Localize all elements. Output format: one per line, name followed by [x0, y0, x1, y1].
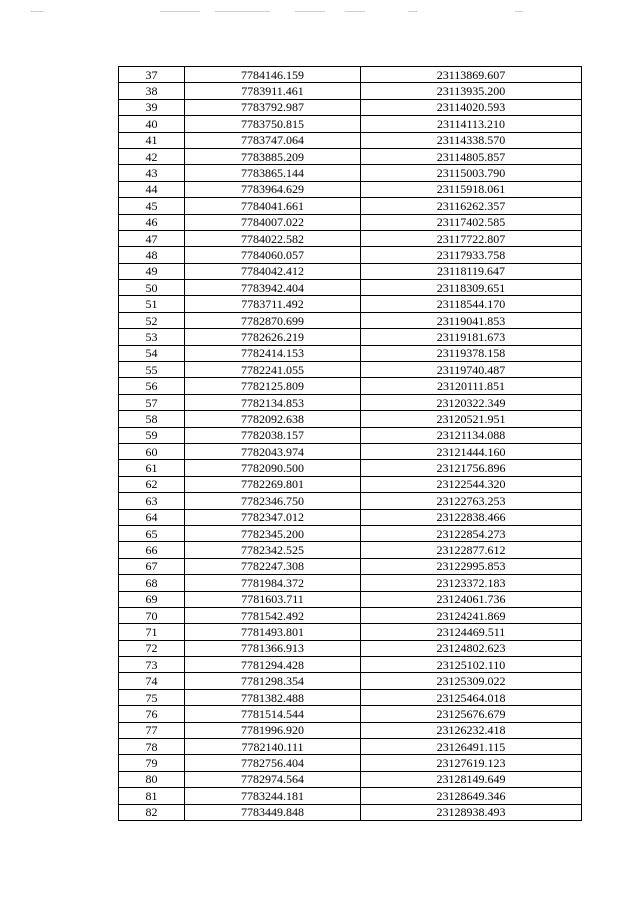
- point-number-cell: 79: [119, 755, 185, 771]
- point-number-cell: 75: [119, 689, 185, 705]
- x-coordinate-cell: 7783747.064: [185, 132, 361, 148]
- x-coordinate-cell: 7781493.801: [185, 624, 361, 640]
- point-number-cell: 59: [119, 427, 185, 443]
- point-number-cell: 69: [119, 591, 185, 607]
- table-row: [119, 804, 582, 820]
- y-coordinate-cell: 23121134.088: [361, 427, 582, 443]
- y-coordinate-cell: 23126491.115: [361, 739, 582, 755]
- point-number-cell: 81: [119, 788, 185, 804]
- x-coordinate-cell: 7781603.711: [185, 591, 361, 607]
- y-coordinate-cell: 23120111.851: [361, 378, 582, 394]
- x-coordinate-cell: 7782038.157: [185, 427, 361, 443]
- point-number-cell: 55: [119, 362, 185, 378]
- table-row: [119, 640, 582, 656]
- table-row: [119, 148, 582, 164]
- x-coordinate-cell: 7783942.404: [185, 280, 361, 296]
- y-coordinate-cell: 23120322.349: [361, 394, 582, 410]
- point-number-cell: 43: [119, 165, 185, 181]
- point-number-cell: 37: [119, 67, 185, 83]
- y-coordinate-cell: 23122763.253: [361, 493, 582, 509]
- y-coordinate-cell: 23125676.679: [361, 706, 582, 722]
- x-coordinate-cell: 7782090.500: [185, 460, 361, 476]
- point-number-cell: 64: [119, 509, 185, 525]
- y-coordinate-cell: 23126232.418: [361, 722, 582, 738]
- y-coordinate-cell: 23125309.022: [361, 673, 582, 689]
- y-coordinate-cell: 23128649.346: [361, 788, 582, 804]
- x-coordinate-cell: 7783885.209: [185, 148, 361, 164]
- x-coordinate-cell: 7781366.913: [185, 640, 361, 656]
- point-number-cell: 65: [119, 525, 185, 541]
- x-coordinate-cell: 7784146.159: [185, 67, 361, 83]
- table-row: [119, 575, 582, 591]
- table-row: [119, 116, 582, 132]
- point-number-cell: 49: [119, 263, 185, 279]
- y-coordinate-cell: 23115003.790: [361, 165, 582, 181]
- table-row: [119, 296, 582, 312]
- table-row: [119, 739, 582, 755]
- x-coordinate-cell: 7782974.564: [185, 771, 361, 787]
- table-row: [119, 509, 582, 525]
- y-coordinate-cell: 23128938.493: [361, 804, 582, 820]
- point-number-cell: 71: [119, 624, 185, 640]
- y-coordinate-cell: 23122854.273: [361, 525, 582, 541]
- table-row: [119, 624, 582, 640]
- point-number-cell: 73: [119, 657, 185, 673]
- x-coordinate-cell: 7782140.111: [185, 739, 361, 755]
- table-row: [119, 722, 582, 738]
- y-coordinate-cell: 23120521.951: [361, 411, 582, 427]
- table-row: [119, 427, 582, 443]
- y-coordinate-cell: 23113935.200: [361, 83, 582, 99]
- x-coordinate-cell: 7781294.428: [185, 657, 361, 673]
- y-coordinate-cell: 23127619.123: [361, 755, 582, 771]
- point-number-cell: 68: [119, 575, 185, 591]
- table-row: [119, 755, 582, 771]
- table-row: [119, 345, 582, 361]
- point-number-cell: 46: [119, 214, 185, 230]
- x-coordinate-cell: 7782756.404: [185, 755, 361, 771]
- table-row: [119, 329, 582, 345]
- x-coordinate-cell: 7781996.920: [185, 722, 361, 738]
- y-coordinate-cell: 23122995.853: [361, 558, 582, 574]
- scan-header-artifacts: [30, 9, 590, 15]
- x-coordinate-cell: 7782043.974: [185, 443, 361, 459]
- table-row: [119, 673, 582, 689]
- point-number-cell: 76: [119, 706, 185, 722]
- y-coordinate-cell: 23114805.857: [361, 148, 582, 164]
- point-number-cell: 51: [119, 296, 185, 312]
- point-number-cell: 52: [119, 312, 185, 328]
- x-coordinate-cell: 7783711.492: [185, 296, 361, 312]
- y-coordinate-cell: 23118544.170: [361, 296, 582, 312]
- x-coordinate-cell: 7782342.525: [185, 542, 361, 558]
- point-number-cell: 44: [119, 181, 185, 197]
- point-number-cell: 82: [119, 804, 185, 820]
- x-coordinate-cell: 7781382.488: [185, 689, 361, 705]
- y-coordinate-cell: 23125464.018: [361, 689, 582, 705]
- y-coordinate-cell: 23115918.061: [361, 181, 582, 197]
- point-number-cell: 56: [119, 378, 185, 394]
- table-row: [119, 788, 582, 804]
- table-row: [119, 558, 582, 574]
- x-coordinate-cell: 7782241.055: [185, 362, 361, 378]
- table-row: [119, 312, 582, 328]
- y-coordinate-cell: 23119740.487: [361, 362, 582, 378]
- point-number-cell: 47: [119, 230, 185, 246]
- y-coordinate-cell: 23124469.511: [361, 624, 582, 640]
- table-row: [119, 214, 582, 230]
- y-coordinate-cell: 23119181.673: [361, 329, 582, 345]
- y-coordinate-cell: 23122838.466: [361, 509, 582, 525]
- y-coordinate-cell: 23119378.158: [361, 345, 582, 361]
- table-row: [119, 657, 582, 673]
- table-row: [119, 443, 582, 459]
- x-coordinate-cell: 7784022.582: [185, 230, 361, 246]
- table-row: [119, 525, 582, 541]
- x-coordinate-cell: 7783964.629: [185, 181, 361, 197]
- y-coordinate-cell: 23122877.612: [361, 542, 582, 558]
- table-row: [119, 263, 582, 279]
- x-coordinate-cell: 7784007.022: [185, 214, 361, 230]
- y-coordinate-cell: 23114020.593: [361, 99, 582, 115]
- point-number-cell: 62: [119, 476, 185, 492]
- point-number-cell: 39: [119, 99, 185, 115]
- x-coordinate-cell: 7783865.144: [185, 165, 361, 181]
- x-coordinate-cell: 7781514.544: [185, 706, 361, 722]
- table-row: [119, 99, 582, 115]
- table-row: [119, 362, 582, 378]
- x-coordinate-cell: 7784041.661: [185, 198, 361, 214]
- table-row: [119, 247, 582, 263]
- y-coordinate-cell: 23113869.607: [361, 67, 582, 83]
- x-coordinate-cell: 7783449.848: [185, 804, 361, 820]
- point-number-cell: 63: [119, 493, 185, 509]
- point-number-cell: 74: [119, 673, 185, 689]
- y-coordinate-cell: 23116262.357: [361, 198, 582, 214]
- table-row: [119, 493, 582, 509]
- x-coordinate-cell: 7782347.012: [185, 509, 361, 525]
- y-coordinate-cell: 23125102.110: [361, 657, 582, 673]
- y-coordinate-cell: 23124802.623: [361, 640, 582, 656]
- table-row: [119, 476, 582, 492]
- table-row: [119, 378, 582, 394]
- y-coordinate-cell: 23114338.570: [361, 132, 582, 148]
- point-number-cell: 54: [119, 345, 185, 361]
- x-coordinate-cell: 7783792.987: [185, 99, 361, 115]
- table-row: [119, 67, 582, 83]
- x-coordinate-cell: 7782134.853: [185, 394, 361, 410]
- table-row: [119, 460, 582, 476]
- y-coordinate-cell: 23128149.649: [361, 771, 582, 787]
- x-coordinate-cell: 7782269.801: [185, 476, 361, 492]
- x-coordinate-cell: 7782626.219: [185, 329, 361, 345]
- table-row: [119, 689, 582, 705]
- table-row: [119, 83, 582, 99]
- point-number-cell: 72: [119, 640, 185, 656]
- point-number-cell: 41: [119, 132, 185, 148]
- point-number-cell: 70: [119, 607, 185, 623]
- x-coordinate-cell: 7784042.412: [185, 263, 361, 279]
- x-coordinate-cell: 7781984.372: [185, 575, 361, 591]
- point-number-cell: 42: [119, 148, 185, 164]
- point-number-cell: 38: [119, 83, 185, 99]
- y-coordinate-cell: 23123372.183: [361, 575, 582, 591]
- point-number-cell: 78: [119, 739, 185, 755]
- point-number-cell: 58: [119, 411, 185, 427]
- point-number-cell: 80: [119, 771, 185, 787]
- y-coordinate-cell: 23117933.758: [361, 247, 582, 263]
- table-row: [119, 198, 582, 214]
- table-row: [119, 280, 582, 296]
- table-row: [119, 542, 582, 558]
- y-coordinate-cell: 23124061.736: [361, 591, 582, 607]
- y-coordinate-cell: 23118119.647: [361, 263, 582, 279]
- table-row: [119, 591, 582, 607]
- table-row: [119, 132, 582, 148]
- x-coordinate-cell: 7782414.153: [185, 345, 361, 361]
- x-coordinate-cell: 7782345.200: [185, 525, 361, 541]
- point-number-cell: 67: [119, 558, 185, 574]
- point-number-cell: 48: [119, 247, 185, 263]
- y-coordinate-cell: 23121444.160: [361, 443, 582, 459]
- x-coordinate-cell: 7783750.815: [185, 116, 361, 132]
- point-number-cell: 77: [119, 722, 185, 738]
- x-coordinate-cell: 7782092.638: [185, 411, 361, 427]
- table-row: [119, 394, 582, 410]
- point-number-cell: 40: [119, 116, 185, 132]
- point-number-cell: 60: [119, 443, 185, 459]
- point-number-cell: 66: [119, 542, 185, 558]
- x-coordinate-cell: 7783911.461: [185, 83, 361, 99]
- x-coordinate-cell: 7782125.809: [185, 378, 361, 394]
- y-coordinate-cell: 23124241.869: [361, 607, 582, 623]
- y-coordinate-cell: 23121756.896: [361, 460, 582, 476]
- table-row: [119, 411, 582, 427]
- x-coordinate-cell: 7781298.354: [185, 673, 361, 689]
- point-number-cell: 45: [119, 198, 185, 214]
- x-coordinate-cell: 7783244.181: [185, 788, 361, 804]
- x-coordinate-cell: 7782247.308: [185, 558, 361, 574]
- table-row: [119, 706, 582, 722]
- y-coordinate-cell: 23117722.807: [361, 230, 582, 246]
- coordinates-table-body: [119, 67, 582, 821]
- point-number-cell: 50: [119, 280, 185, 296]
- table-row: [119, 181, 582, 197]
- coordinates-table: [118, 66, 582, 821]
- y-coordinate-cell: 23122544.320: [361, 476, 582, 492]
- y-coordinate-cell: 23118309.651: [361, 280, 582, 296]
- point-number-cell: 53: [119, 329, 185, 345]
- x-coordinate-cell: 7781542.492: [185, 607, 361, 623]
- table-row: [119, 230, 582, 246]
- x-coordinate-cell: 7782346.750: [185, 493, 361, 509]
- x-coordinate-cell: 7784060.057: [185, 247, 361, 263]
- y-coordinate-cell: 23119041.853: [361, 312, 582, 328]
- point-number-cell: 61: [119, 460, 185, 476]
- x-coordinate-cell: 7782870.699: [185, 312, 361, 328]
- table-row: [119, 165, 582, 181]
- y-coordinate-cell: 23117402.585: [361, 214, 582, 230]
- y-coordinate-cell: 23114113.210: [361, 116, 582, 132]
- table-row: [119, 607, 582, 623]
- point-number-cell: 57: [119, 394, 185, 410]
- table-row: [119, 771, 582, 787]
